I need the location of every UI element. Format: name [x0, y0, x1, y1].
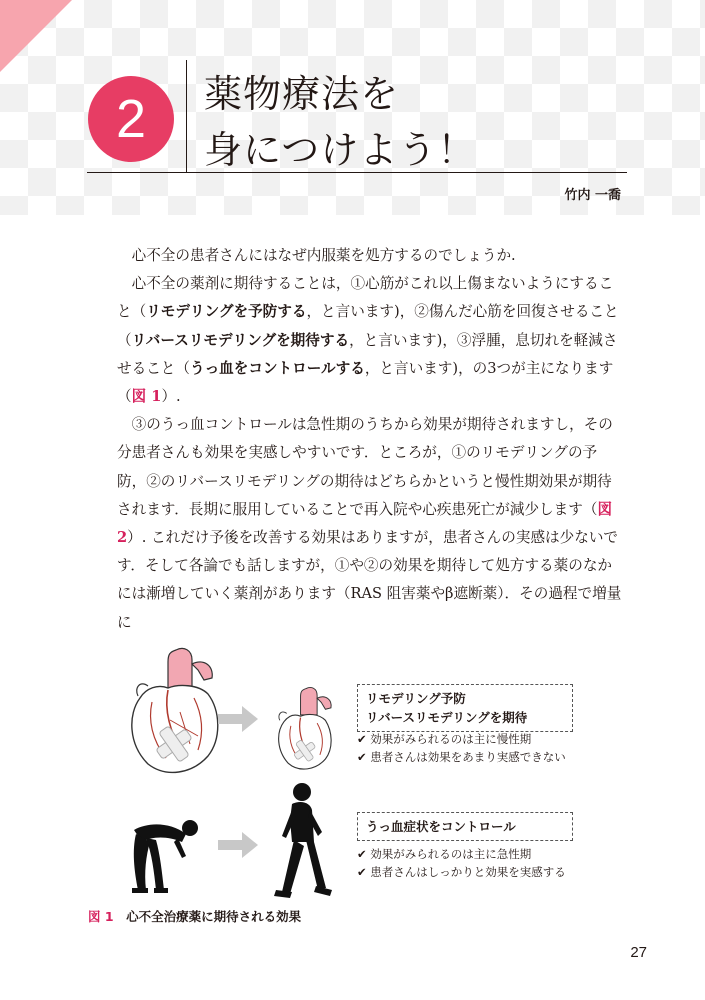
body-text [117, 242, 623, 637]
congestion-check-1: ✔ 効果がみられるのは主に急性期 [357, 847, 532, 861]
remodeling-box-line2: リバースリモデリングを期待 [366, 710, 528, 725]
figure-reference[interactable]: 図 2 [117, 500, 613, 547]
congestion-box-line1: うっ血症状をコントロール [366, 819, 516, 834]
remodeling-check-1: ✔ 効果がみられるのは主に慢性期 [357, 732, 532, 746]
corner-decoration [0, 0, 72, 72]
remodeling-box-line1: リモデリング予防 [366, 691, 466, 706]
caption-label: 図 1 [88, 909, 114, 924]
page-number: 27 [630, 944, 647, 961]
title-divider-horizontal [87, 172, 627, 173]
paragraph-3: ③のうっ血コントロールは急性期のうちから効果が期待されますし，その分患者さんも効果を実感しやすいです．ところが，①のリモデリングの予防，②のリバースリモデリングの期待はどちらかというと慢性期効果が期待されます．長期に服用していることで再入院や心疾患死亡が減少します（図 2）. これだけ予後を改善する効果はありますが，患者さんの実感は少ないです．そして各論でも話しますが，①や②の効果を期待して処方する薬のなかには漸増していく薬剤があります（RAS 阻害薬やβ遮断薬）．その過程で増量に [117, 416, 622, 631]
remodeling-box [357, 684, 573, 732]
chapter-title-line1: 薬物療法を [204, 72, 400, 116]
caption-text: 心不全治療薬に期待される効果 [126, 909, 302, 924]
arrow-right-icon [218, 832, 258, 858]
paragraph-2: 心不全の薬剤に期待することは，①心筋がこれ以上傷まないようにすること（リモデリングを予防する，と言います)，②傷んだ心筋を回復させること（リバースリモデリングを期待する，と言います)，③浮腫，息切れを軽減させること（うっ血をコントロールする，と言います)，の3つが主になります（図 1）. [117, 275, 619, 406]
author-name: 竹内 一喬 [564, 188, 621, 203]
figure-reference[interactable]: 図 1 [131, 388, 162, 406]
heart-illustration-large [118, 640, 228, 780]
title-divider-vertical [186, 60, 187, 172]
emphasis: うっ血をコントロールする [189, 359, 365, 377]
fatigued-person-illustration [128, 810, 208, 894]
arrow-right-icon [218, 706, 258, 732]
heart-illustration-small [266, 680, 342, 780]
walking-person-illustration [266, 780, 336, 900]
congestion-box [357, 812, 573, 841]
chapter-number-badge: 2 [88, 76, 174, 162]
emphasis: リモデリングを予防する [146, 303, 307, 321]
chapter-title-line2: 身につけよう！ [204, 128, 477, 172]
congestion-check-2: ✔ 患者さんはしっかりと効果を実感する [357, 865, 566, 879]
emphasis: リバースリモデリングを期待する [131, 331, 350, 349]
remodeling-check-2: ✔ 患者さんは効果をあまり実感できない [357, 750, 566, 764]
figure-caption [88, 907, 301, 925]
paragraph-1: 心不全の患者さんにはなぜ内服薬を処方するのでしょうか. [131, 247, 516, 264]
chapter-title [204, 66, 476, 178]
